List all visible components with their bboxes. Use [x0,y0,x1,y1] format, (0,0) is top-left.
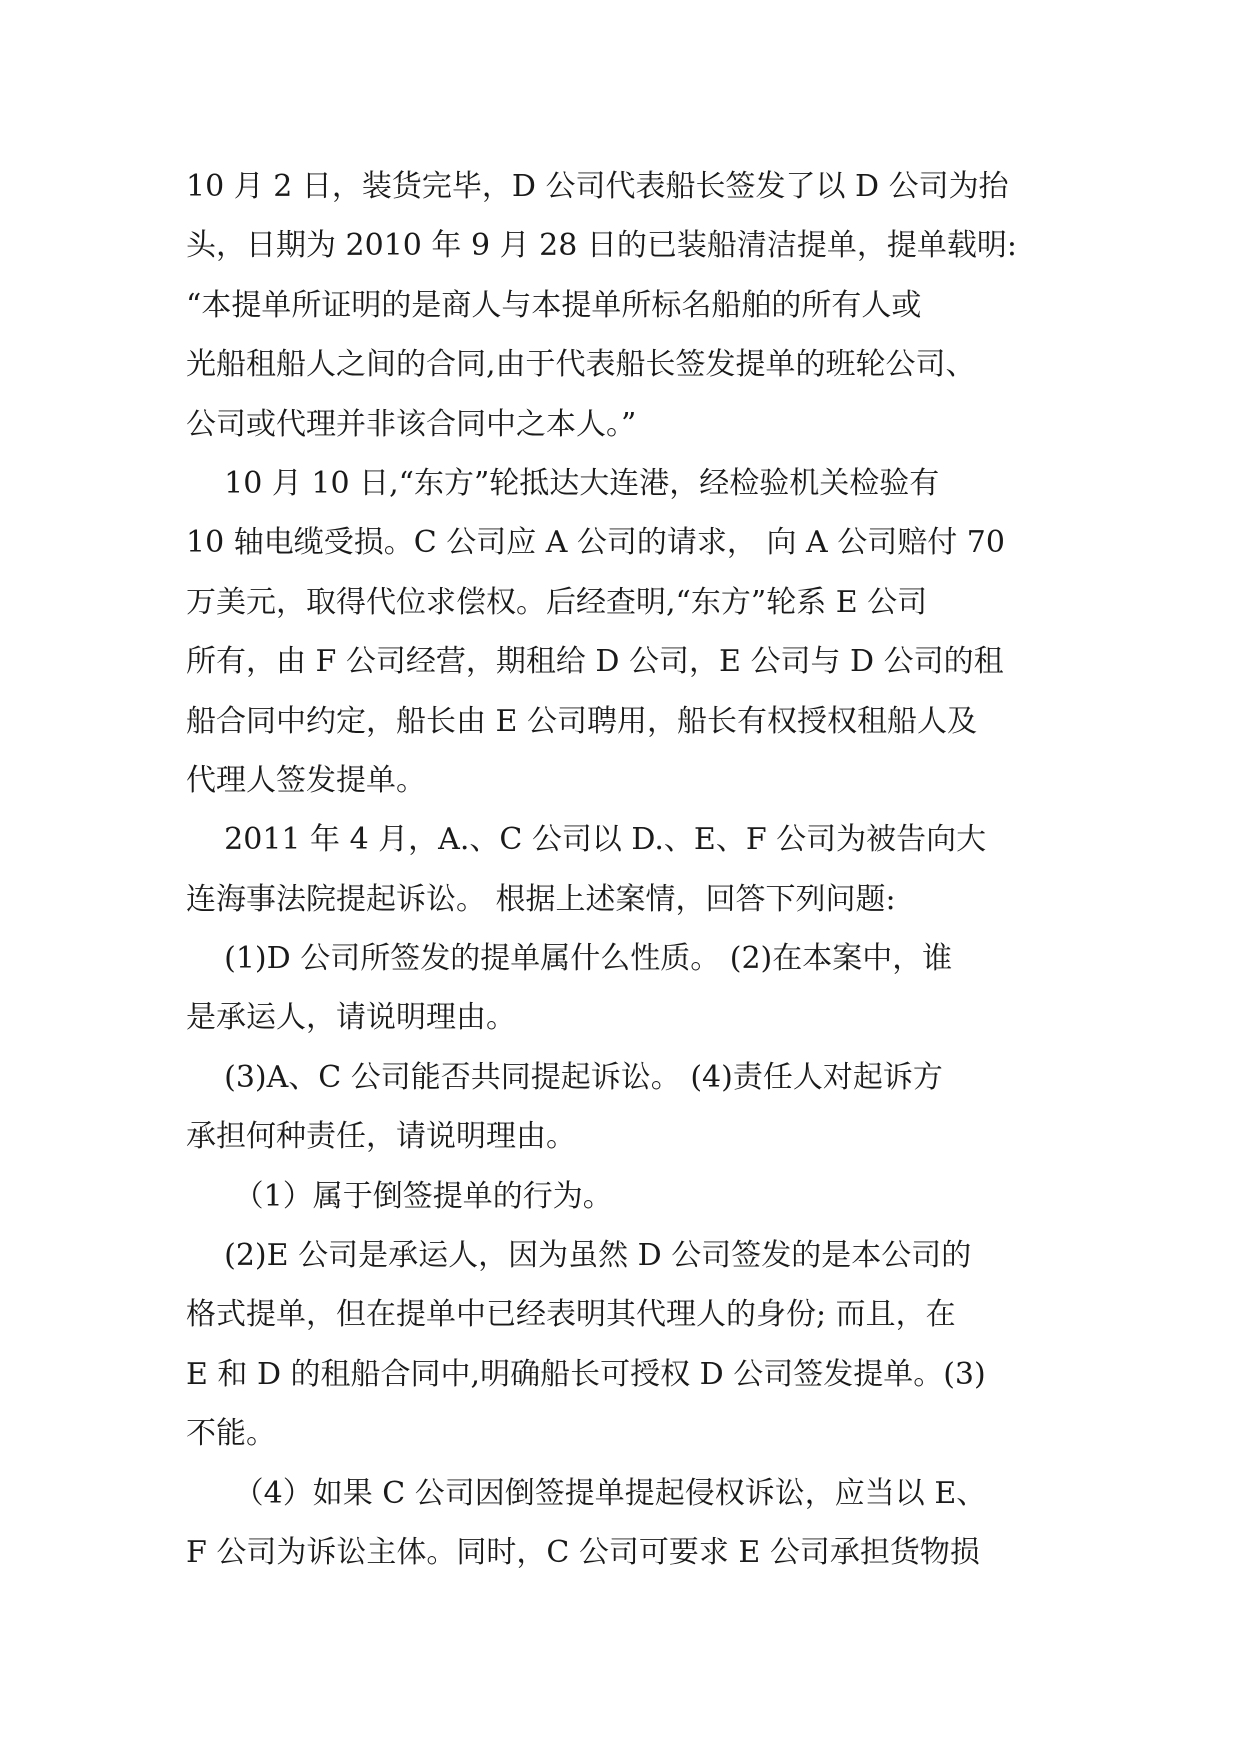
body-text [186,157,1066,1582]
text-line: (1)D 公司所签发的提单属什么性质。 (2)在本案中，谁 [186,941,953,977]
text-line: 万美元，取得代位求偿权。后经查明,“东方”轮系 E 公司 [186,584,928,620]
text-line: 光船租船人之间的合同,由于代表船长签发提单的班轮公司、 [186,347,976,383]
text-line: 10 月 10 日,“东方”轮抵达大连港，经检验机关检验有 [186,465,940,501]
text-line: 公司或代理并非该合同中之本人。” [186,406,637,442]
text-line: （1）属于倒签提单的行为。 [186,1178,613,1214]
text-line: 格式提单，但在提单中已经表明其代理人的身份; 而且，在 [186,1297,956,1333]
text-line: 代理人签发提单。 [186,762,426,798]
text-line: E 和 D 的租船合同中,明确船长可授权 D 公司签发提单。(3) [186,1356,986,1392]
text-line: 2011 年 4 月，A.、C 公司以 D.、E、F 公司为被告向大 [186,822,987,858]
text-line: 不能。 [186,1416,276,1452]
text-line: 承担何种责任，请说明理由。 [186,1119,576,1155]
text-line: (2)E 公司是承运人，因为虽然 D 公司签发的是本公司的 [186,1238,972,1274]
text-line: （4）如果 C 公司因倒签提单提起侵权诉讼，应当以 E、 [186,1475,987,1511]
text-line: 10 月 2 日，装货完毕，D 公司代表船长签发了以 D 公司为抬 [186,169,1009,204]
text-line: “本提单所证明的是商人与本提单所标名船舶的所有人或 [186,287,922,323]
text-line: 头，日期为 2010 年 9 月 28 日的已装船清洁提单，提单载明: [186,228,1017,264]
text-line: 所有，由 F 公司经营，期租给 D 公司，E 公司与 D 公司的租 [186,644,1004,680]
text-line: 10 轴电缆受损。C 公司应 A 公司的请求， 向 A 公司赔付 70 [186,525,1005,561]
text-line: (3)A、C 公司能否共同提起诉讼。 (4)责任人对起诉方 [186,1059,943,1095]
text-line: F 公司为诉讼主体。同时，C 公司可要求 E 公司承担货物损 [186,1534,980,1570]
text-line: 是承运人，请说明理由。 [186,1000,516,1036]
text-line: 连海事法院提起诉讼。 根据上述案情，回答下列问题: [186,881,896,917]
text-line: 船合同中约定，船长由 E 公司聘用，船长有权授权租船人及 [186,703,977,739]
